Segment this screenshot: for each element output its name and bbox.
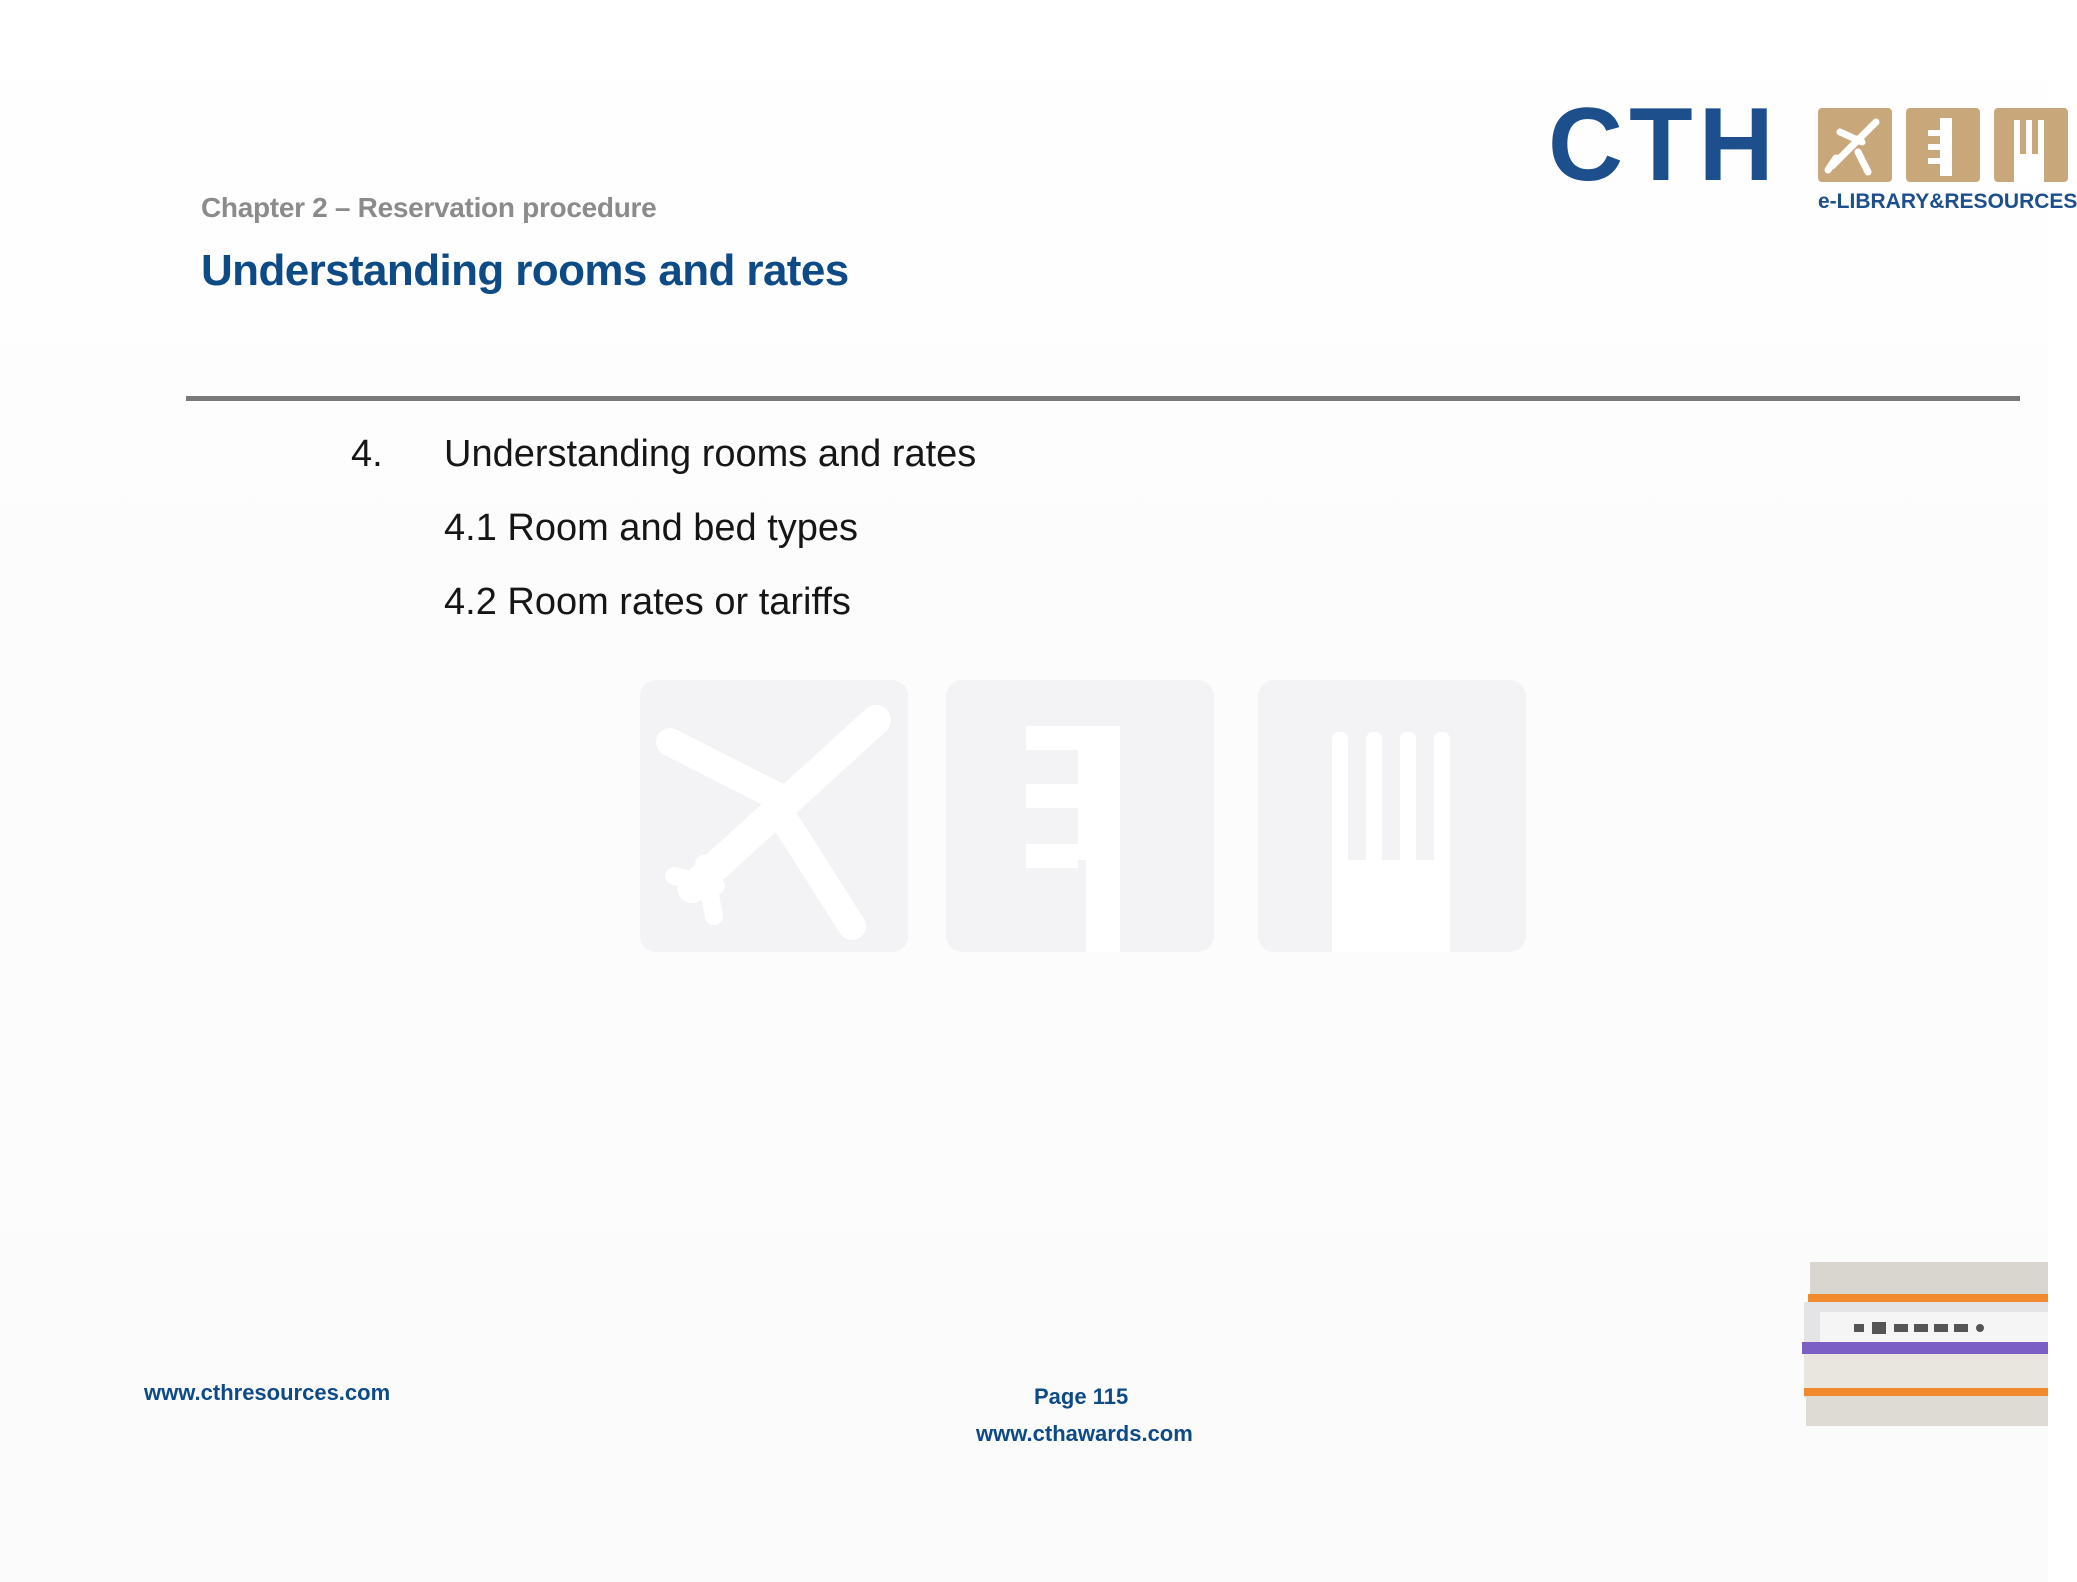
page-title: Understanding rooms and rates: [201, 246, 849, 295]
watermark-hotel-icon: [946, 680, 1214, 952]
watermark: [640, 680, 1540, 960]
header-divider: [186, 396, 2020, 401]
airplane-icon: [1818, 108, 1892, 182]
books-image: [1800, 1262, 2048, 1432]
hotel-key-icon: [1906, 108, 1980, 182]
toc-item: 4.1 Room and bed types: [444, 507, 859, 549]
footer-left-url[interactable]: www.cthresources.com: [144, 1380, 391, 1405]
watermark-airplane-icon: [640, 680, 908, 952]
footer-center-url[interactable]: www.cthawards.com: [976, 1421, 1193, 1446]
toc-item: Understanding rooms and rates: [444, 433, 977, 475]
logo-wordmark: CTH: [1548, 87, 1780, 203]
logo-subtitle: e-LIBRARY&RESOURCES: [1818, 190, 2077, 213]
toc-number: 4.: [351, 433, 383, 475]
chapter-heading: Chapter 2 – Reservation procedure: [201, 192, 657, 223]
page-number: Page 115: [1034, 1384, 1129, 1409]
fork-icon: [1994, 108, 2068, 182]
watermark-fork-icon: [1258, 680, 1526, 952]
toc-item: 4.2 Room rates or tariffs: [444, 581, 851, 623]
cth-logo: [1548, 87, 2077, 224]
